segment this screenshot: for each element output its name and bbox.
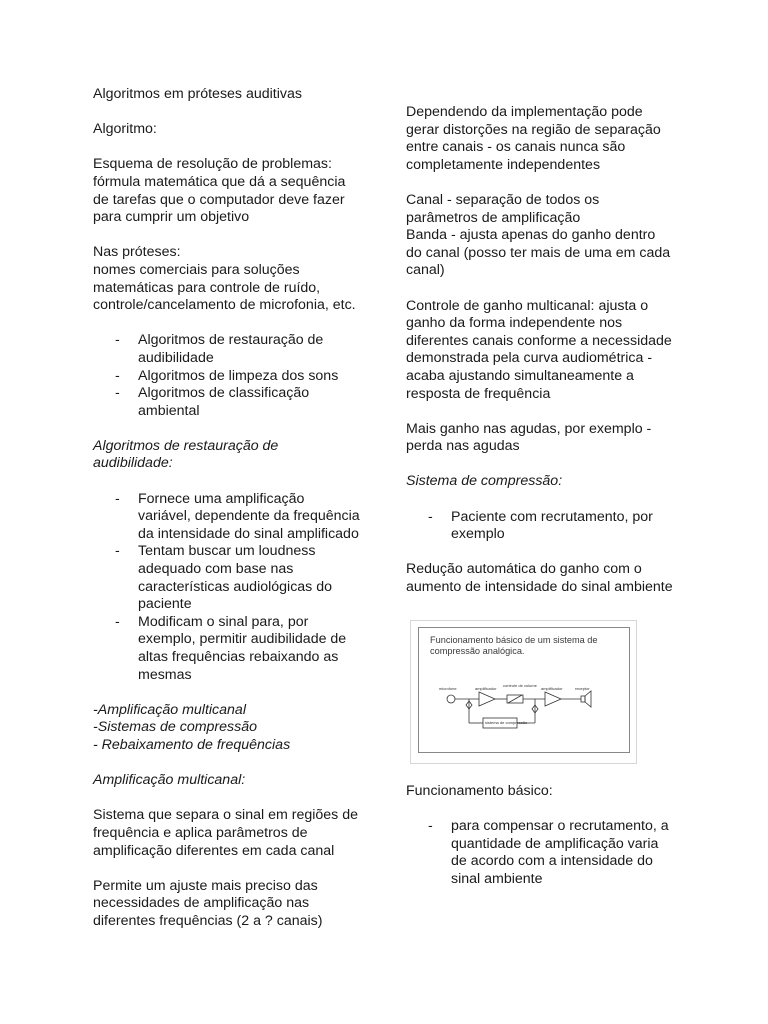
label-amplifier-2: amplificador [541,686,563,691]
text-line: da intensidade do sinal amplificado [138,525,359,542]
right-column [406,104,696,597]
text-line: paciente [138,596,192,613]
text-line: -Amplificação multicanal [93,701,246,718]
techniques-list [93,702,378,755]
text-line: diferentes frequências (2 a ? canais) [93,912,323,929]
restauracao-heading [93,438,378,473]
text-line: nomes comerciais para soluções [93,261,300,278]
text-line: -Sistemas de compressão [93,719,258,736]
document-title: Algoritmos em próteses auditivas [93,86,302,102]
text-line: Controle de ganho multicanal: ajusta o [406,297,649,314]
text-line: demonstrada pela curva audiométrica - [406,350,653,367]
text-line: - Rebaixamento de frequências [93,736,291,753]
text-line: perda nas agudas [406,438,520,455]
dependendo-paragraph [406,104,696,174]
text-line: - Modificam o sinal para, por [138,613,309,630]
list-item [93,385,378,420]
list-item [93,543,378,613]
text-line: gerar distorções na região de separação [406,121,661,138]
algoritmo-heading: Algoritmo: [93,121,157,138]
compression-diagram-figure [410,620,637,764]
text-line: Esquema de resolução de problemas: [93,156,332,173]
text-line: compressão analógica. [430,646,525,656]
text-line: frequência e aplica parâmetros de [93,824,308,841]
text-line: necessidades de amplificação nas [93,895,310,912]
text-line: audibilidade: [93,455,173,472]
label-compression-system: sistema de compressão [485,720,528,725]
list-item [93,368,378,386]
text-line: entre canais - os canais nunca são [406,139,626,156]
algorithm-types-list [93,332,378,420]
text-line: matemáticas para controle de ruído, [93,279,321,296]
amp-paragraph [93,807,378,860]
text-line: diferentes canais conforme a necessidade [406,332,672,349]
text-line: Permite um ajuste mais preciso das [93,877,318,894]
text-line: para cumprir um objetivo [93,209,250,226]
text-line: adequado com base nas [138,561,294,578]
text-line: fórmula matemática que dá a sequência [93,173,346,190]
amp-multicanal-heading: Amplificação multicanal: [93,772,246,789]
text-line: Redução automática do ganho com o [406,561,642,578]
text-line: Mais ganho nas agudas, por exemplo - [406,420,652,437]
label-amplifier-1: amplificador [475,686,497,691]
list-item [93,614,378,684]
speaker-icon [585,691,591,707]
text-line: Sistema que separa o sinal em regiões de [93,807,358,824]
list-item [93,491,378,544]
amplifier-triangle [545,692,561,706]
text-line: quantidade de amplificação varia [451,835,659,852]
text-line: mesmas [138,666,192,683]
text-line: de acordo com a intensidade do [451,853,653,870]
text-line: completamente independentes [406,156,601,173]
canal-banda-paragraph [406,192,696,280]
compressao-heading: Sistema de compressão: [406,473,563,490]
text-line: exemplo, permitir audibilidade de [138,631,347,648]
amplifier-triangle [479,692,495,706]
microphone-icon [447,695,455,703]
right-column-bottom [406,783,696,889]
mais-ganho-paragraph [406,421,696,456]
text-line: canal) [406,262,445,279]
list-item [93,332,378,367]
text-line: resposta de frequência [406,385,551,402]
label-receptor: receptor [575,686,590,691]
text-line: controle/cancelamento de microfonia, etc. [93,297,356,314]
text-line: ganho da forma independente nos [406,315,623,332]
text-line: ambiental [138,402,200,419]
controle-paragraph [406,298,696,404]
text-line: Algoritmos de restauração de [93,437,279,454]
text-line: - Paciente com recrutamento, por [451,508,653,525]
text-line: Dependendo da implementação pode [406,104,643,120]
funcionamento-heading: Funcionamento básico: [406,783,553,799]
text-line: - Algoritmos de restauração de [138,332,324,349]
proteses-paragraph [93,244,378,314]
text-line: de tarefas que o computador deve fazer [93,191,345,208]
text-line: parâmetros de amplificação [406,209,581,226]
list-item [406,509,696,544]
text-line: Funcionamento básico de um sistema de [430,635,598,645]
text-line: - Fornece uma amplificação [138,490,305,507]
text-line: sinal ambiente [451,870,543,887]
text-line: altas frequências rebaixando as [138,649,339,665]
text-line: - Algoritmos de classificação [138,385,310,402]
text-line: - Algoritmos de limpeza dos sons [138,367,339,384]
text-line: variável, dependente da frequência [138,508,360,525]
diagram-svg [411,621,636,763]
text-line: Nas próteses: [93,244,181,261]
text-line: - para compensar o recrutamento, a [451,818,669,835]
text-line: do canal (posso ter mais de uma em cada [406,244,671,261]
text-line: aumento de intensidade do sinal ambiente [406,579,673,596]
text-line: acaba ajustando simultaneamente a [406,367,634,384]
text-line: - Tentam buscar um loudness [138,543,316,560]
left-column [93,86,378,931]
list-item [406,818,696,888]
label-microphone: microfone [439,686,457,691]
esquema-paragraph [93,156,378,226]
text-line: Banda - ajusta apenas do ganho dentro [406,227,656,244]
receptor-box [581,696,585,702]
text-line: Canal - separação de todos os [406,191,600,208]
funcionamento-list [406,818,696,888]
text-line: amplificação diferentes em cada canal [93,842,335,859]
permite-paragraph [93,878,378,931]
text-line: exemplo [451,526,505,543]
text-line: audibilidade [138,349,214,366]
text-line: características audiológicas do [138,578,332,595]
reducao-paragraph [406,561,696,596]
compressao-list [406,509,696,544]
restauracao-list [93,491,378,685]
label-volume-control: controle de volume [503,683,537,688]
